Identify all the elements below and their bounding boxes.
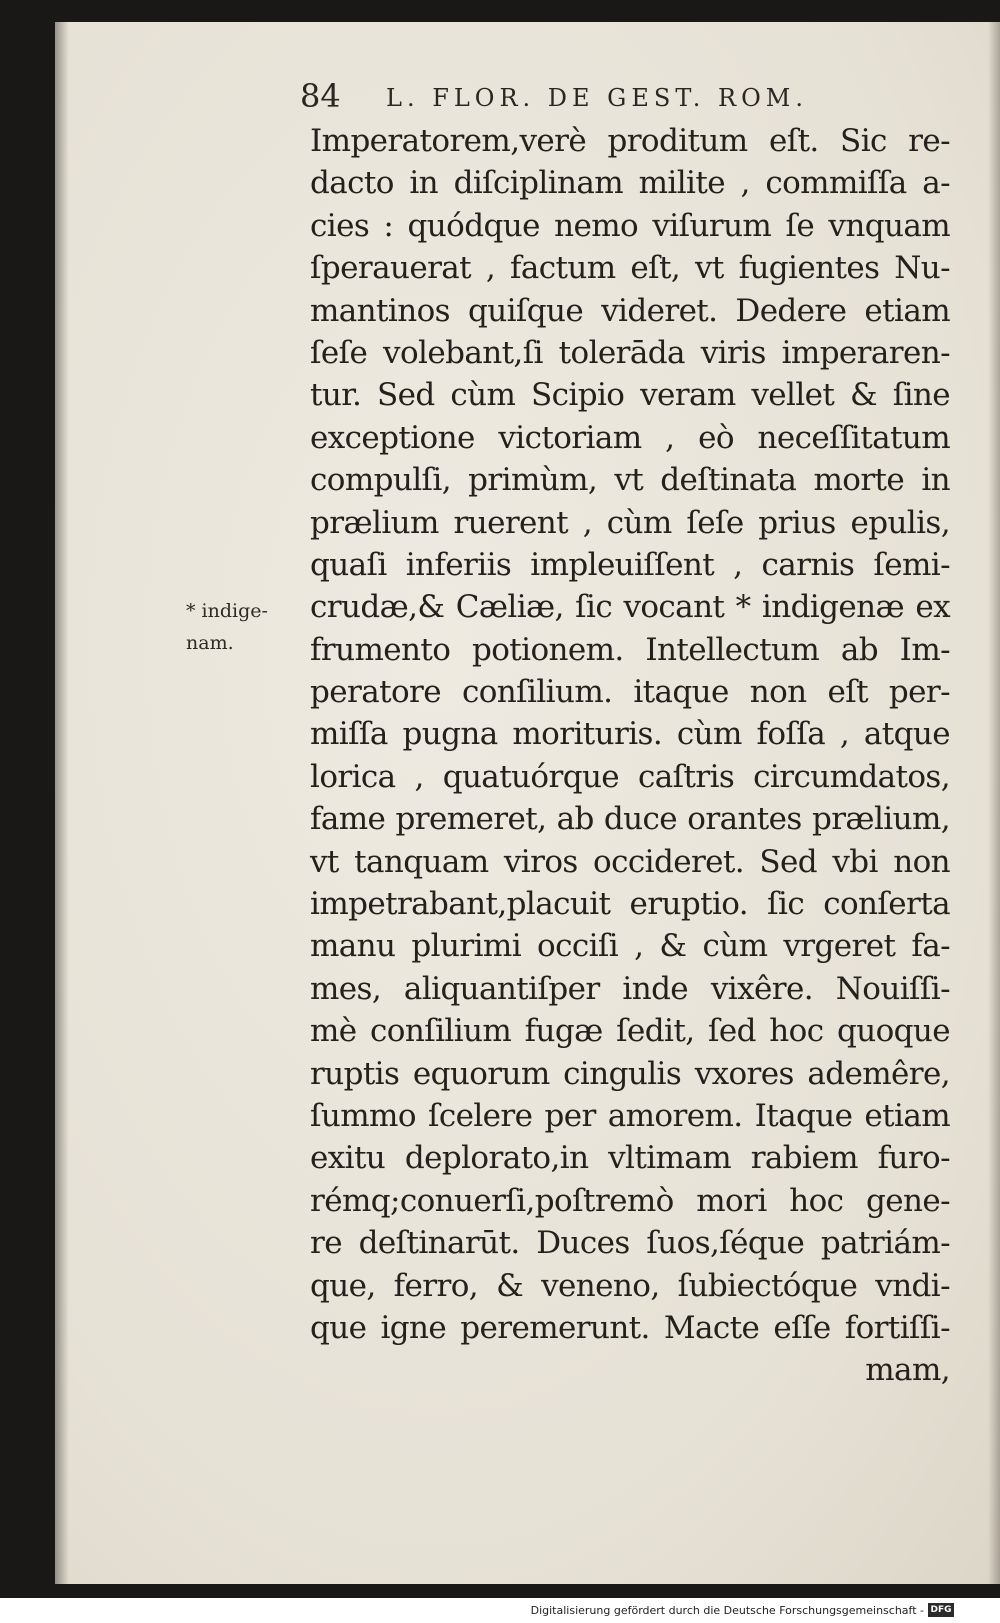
body-text [310, 120, 950, 1392]
page-number: 84 [300, 77, 341, 115]
text-line: tur. Sed cùm Scipio veram vellet & ſine [310, 377, 950, 414]
text-line: compulſi, primùm, vt deſtinata morte in [310, 462, 950, 499]
digitization-footer [0, 1598, 1000, 1623]
text-line: frumento potionem. Intellectum ab Im- [310, 631, 950, 668]
catchword: mam, [865, 1352, 950, 1389]
marginal-note-line: * indige- [186, 600, 268, 622]
text-line: mes, aliquantiſper inde vixêre. Nouiſſi- [310, 970, 950, 1007]
text-line: vt tanquam viros occideret. Sed vbi non [310, 843, 950, 880]
funding-credit: Digitalisierung gefördert durch die Deutsche Forschungsgemeinschaft - [530, 1604, 924, 1617]
text-line: que igne peremerunt. Macte eſſe fortiſſi- [310, 1309, 950, 1346]
gutter-shadow [55, 22, 69, 1584]
page-edge [988, 22, 1000, 1584]
text-line: Imperatorem,verè proditum eſt. Sic re- [310, 123, 950, 159]
text-line: mè conſilium fugæ ſedit, ſed hoc quoque [310, 1013, 950, 1050]
text-line: rémq;conuerſi,poſtremò mori hoc gene- [310, 1182, 950, 1219]
marginal-note-line: nam. [186, 632, 234, 654]
text-line: miſſa pugna morituris. cùm foſſa , atque [310, 716, 950, 753]
text-line: que, ferro, & veneno, ſubiectóque vndi- [310, 1267, 950, 1304]
text-line: dacto in diſciplinam milite , commiſſa a- [310, 165, 950, 202]
running-head [300, 74, 860, 118]
text-line: impetrabant,placuit eruptio. ſic conſerta [310, 886, 950, 923]
text-line: crudæ,& Cæliæ, ſic vocant * indigenæ ex [310, 589, 950, 626]
dfg-logo: DFG [928, 1603, 954, 1617]
text-line: ſeſe volebant,ſi tolerāda viris imperaren- [310, 334, 950, 371]
text-line: ſperauerat , factum eſt, vt fugientes Nu- [310, 250, 950, 287]
text-line: ſummo ſcelere per amorem. Itaque etiam [310, 1097, 950, 1134]
text-line: peratore conſilium. itaque non eſt per- [310, 674, 950, 711]
text-line: exitu deplorato,in vltimam rabiem furo- [310, 1140, 950, 1177]
text-line: mantinos quiſque videret. Dedere etiam [310, 292, 950, 329]
text-line: manu plurimi occiſi , & cùm vrgeret fa- [310, 928, 950, 965]
text-line: lorica , quatuórque caſtris circumdatos, [310, 758, 950, 795]
text-line: exceptione victoriam , eò neceſſitatum [310, 419, 950, 456]
text-line: quaſi inferiis impleuiſſent , carnis ſemi- [310, 546, 950, 583]
text-line: cies : quódque nemo viſurum ſe vnquam [310, 207, 950, 244]
text-line: ruptis equorum cingulis vxores ademêre, [310, 1055, 950, 1092]
text-line: re deſtinarūt. Duces ſuos,ſéque patriám- [310, 1225, 950, 1262]
running-title: L. FLOR. DE GEST. ROM. [386, 84, 808, 112]
text-line: fame premeret, ab duce orantes prælium, [310, 801, 950, 838]
text-line: prælium ruerent , cùm ſeſe prius epulis, [310, 504, 950, 541]
marginal-note [186, 595, 296, 659]
